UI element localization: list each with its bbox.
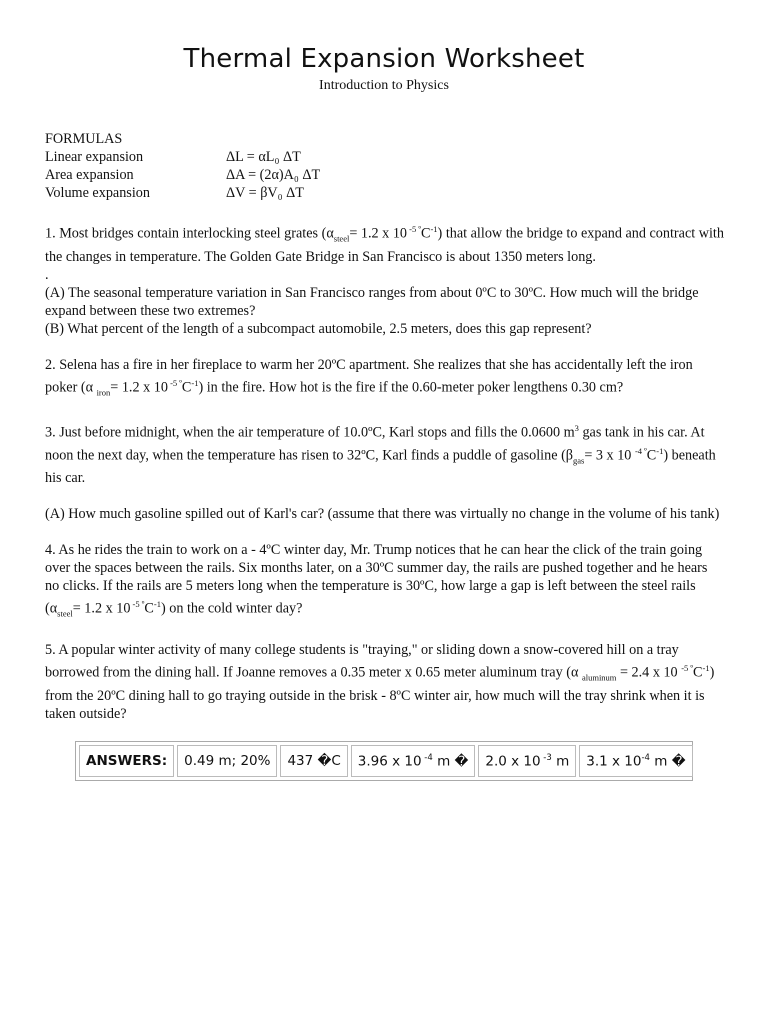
- q5-text: ) from the 20ºC dining hall to go traying outside in the brisk - 8ºC winter air, how much will the tray shrink when it is taken outside?: [45, 664, 715, 722]
- answer-3-unit: m �: [432, 753, 469, 770]
- q1-sup: -5 º: [407, 224, 421, 234]
- q3-text: = 3 x 10: [584, 447, 635, 464]
- q1-text: C: [420, 225, 431, 242]
- q3-text: ) beneath his car.: [45, 447, 716, 487]
- q2-text: 2. Selena has a fire in her fireplace to warm her 20ºC apartment. She realizes that she has accidentally left the iron poker (α: [45, 356, 693, 396]
- q5-sup: -1: [702, 662, 710, 673]
- question-4: [45, 541, 725, 623]
- q5-sub: aluminum: [581, 672, 617, 683]
- formulas-section: [45, 130, 725, 202]
- volume-expansion-label: Volume expansion: [45, 185, 150, 201]
- q5-text: C: [693, 664, 703, 681]
- q2-text: = 1.2 x 10: [110, 379, 168, 396]
- q1-text: ) that allow the bridge to expand and contract with the changes in temperature. The Golden Gate Bridge in San Francisco is about 1350 meters long.: [45, 225, 724, 265]
- q3-text: C: [646, 447, 657, 464]
- answer-cell-5: [579, 745, 692, 777]
- q3-sub: gas: [573, 455, 585, 466]
- q1-sub: steel: [333, 233, 350, 244]
- question-3: [45, 419, 725, 487]
- q3-text: 3. Just before midnight, when the air temperature of 10.0ºC, Karl stops and fills the 0.0600 m: [45, 424, 575, 441]
- q5-sup: -5 º: [681, 662, 694, 673]
- answer-3-exponent: -4: [421, 752, 433, 763]
- q3-sup: -4 º: [634, 445, 647, 456]
- q5-text: = 2.4 x 10: [616, 664, 682, 681]
- q4-sub: steel: [57, 608, 73, 619]
- question-2: [45, 356, 725, 402]
- page-subtitle: Introduction to Physics: [319, 78, 449, 93]
- answers-table: [75, 741, 693, 781]
- answer-5-exponent: -4: [641, 752, 650, 763]
- answer-5-unit: m �: [649, 753, 686, 770]
- formulas-heading: FORMULAS: [45, 131, 123, 147]
- question-1-part-b: (B) What percent of the length of a subcompact automobile, 2.5 meters, does this gap represent?: [45, 320, 592, 337]
- q2-text: C: [181, 379, 192, 396]
- question-1-part-a: (A) The seasonal temperature variation in San Francisco ranges from about 0ºC to 30ºC. How much will the bridge expand between these two extremes?: [45, 284, 699, 319]
- answer-5-text: 3.1 x 10: [586, 753, 642, 770]
- q2-text: ) in the fire. How hot is the fire if the 0.60-meter poker lengthens 0.30 cm?: [198, 379, 624, 396]
- q2-sub: iron: [96, 387, 111, 398]
- page-title: Thermal Expansion Worksheet: [183, 44, 585, 74]
- answers-label: ANSWERS:: [79, 745, 174, 777]
- answer-4-unit: m: [551, 753, 570, 770]
- q4-text: C: [144, 601, 154, 618]
- answer-3-text: 3.96 x 10: [357, 753, 422, 770]
- answer-cell-2: 437 �C: [280, 745, 347, 777]
- q1-text: = 1.2 x 10: [349, 225, 408, 242]
- answer-4-text: 2.0 x 10: [485, 753, 541, 770]
- question-5: [45, 641, 725, 723]
- q4-text: ) on the cold winter day?: [160, 601, 303, 618]
- linear-expansion-label: Linear expansion: [45, 149, 144, 165]
- q4-text: 4. As he rides the train to work on a - 4ºC winter day, Mr. Trump notices that he can hear the click of the train going over the spaces between the rails. Six months later, on a 30ºC summer day, the rails are pushed together and he hears no clicks. If the rails are 5 meters long when the temperature is 30ºC, how large a gap is left between the steel rails (α: [45, 542, 708, 618]
- answer-cell-4: [478, 745, 576, 777]
- q4-sup: -1: [153, 599, 161, 610]
- q2-sup: -5 º: [167, 377, 182, 388]
- volume-expansion-formula: ΔV = βV₀ ΔT: [226, 185, 304, 201]
- answer-4-exponent: -3: [540, 752, 552, 763]
- worksheet-body: [45, 130, 725, 723]
- area-expansion-formula: ΔA = (2α)A₀ ΔT: [226, 167, 321, 183]
- q3-text: gas tank in his car. At noon the next day, when the temperature has risen to 32ºC, Karl finds a puddle of gasoline (β: [45, 424, 705, 464]
- q4-text: = 1.2 x 10: [72, 601, 131, 618]
- answer-cell-1: 0.49 m; 20%: [177, 745, 277, 777]
- q5-text: 5. A popular winter activity of many college students is "traying," or sliding down a snow-covered hill on a tray borrowed from the dining hall. If Joanne removes a 0.35 meter x 0.65 meter aluminum tray (α: [45, 641, 679, 681]
- q1-text: 1. Most bridges contain interlocking steel grates (α: [45, 225, 334, 242]
- q3-sup: 3: [574, 423, 579, 434]
- area-expansion-label: Area expansion: [45, 167, 134, 183]
- linear-expansion-formula: ΔL = αL₀ ΔT: [226, 149, 301, 165]
- answer-cell-3: [351, 745, 476, 777]
- question-1: [45, 220, 725, 266]
- q1-sup: -1: [430, 224, 438, 234]
- q4-sup: -5 º: [130, 599, 145, 610]
- q3-sup: -1: [656, 445, 664, 456]
- question-3-part-a: (A) How much gasoline spilled out of Karl's car? (assume that there was virtually no change in the volume of his tank): [45, 506, 720, 523]
- question-1-dot: .: [45, 266, 49, 283]
- q2-sup: -1: [191, 377, 199, 388]
